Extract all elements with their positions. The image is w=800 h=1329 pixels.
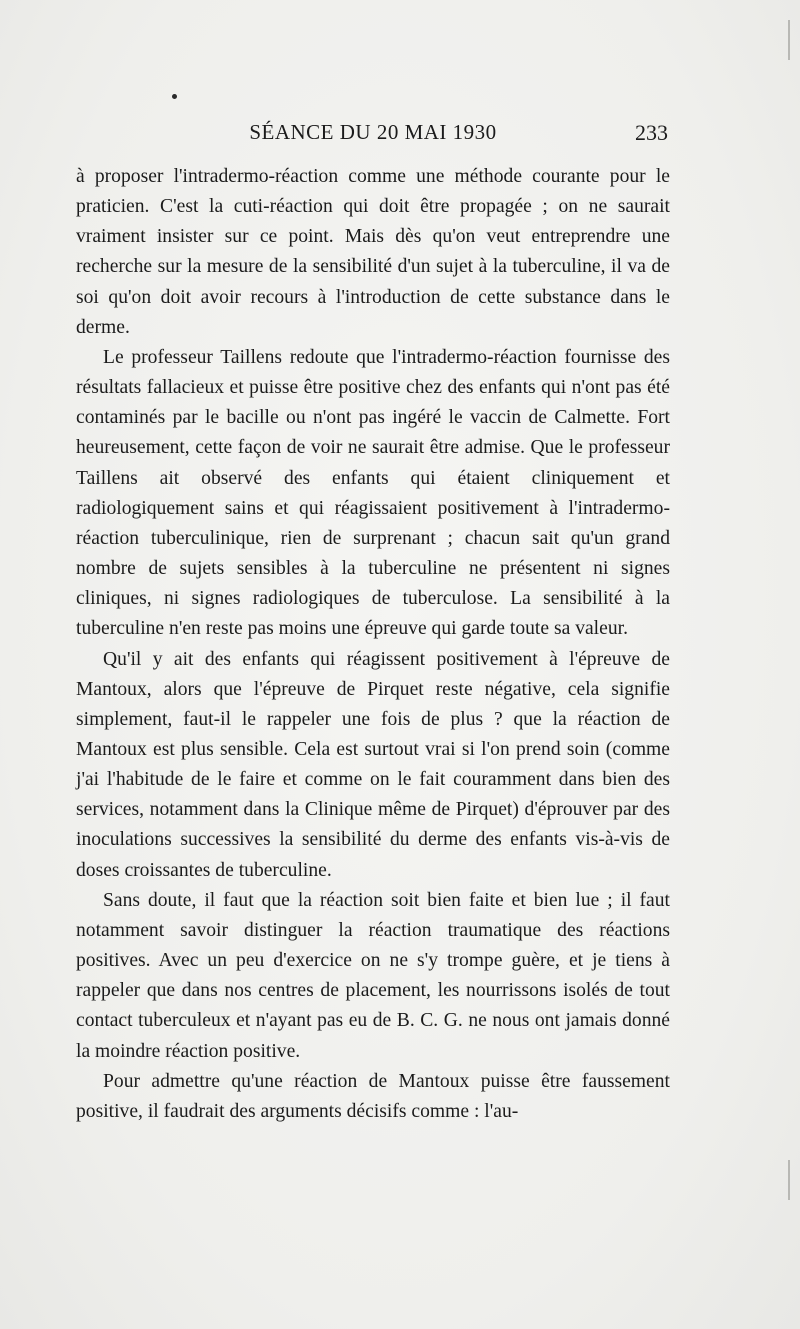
running-head: SÉANCE DU 20 MAI 1930 [249,120,497,144]
page-edge-mark [788,20,790,60]
body-text [76,162,670,1127]
paragraph: à proposer l'intradermo-réaction comme une méthode courante pour le praticien. C'est la cuti-réaction qui doit être propagée ; on ne saurait vraiment insister sur ce point. Mais dès qu'on veut entreprendre une recherche sur la mesure de la sensibilité d'un sujet à la tuberculine, il va de soi qu'on doit avoir recours à l'introduction de cette substance dans le derme. [76,166,670,338]
page-header [78,120,668,152]
paragraph: Sans doute, il faut que la réaction soit bien faite et bien lue ; il faut notamment savoir distinguer la réaction traumatique des réactions positives. Avec un peu d'exercice on ne s'y trompe guère, et je tiens à rappeler que dans nos centres de placement, les nourrissons isolés de tout contact tuberculeux et n'ayant pas eu de B. C. G. ne nous ont jamais donné la moindre réaction positive. [76,889,670,1062]
paragraph: Le professeur Taillens redoute que l'intradermo-réaction fournisse des résultats fallacieux et puisse être positive chez des enfants qui n'ont pas été contaminés par le bacille ou n'ont pas ingéré le vaccin de Calmette. Fort heureusement, cette façon de voir ne saurait être admise. Que le professeur Taillens ait observé des enfants qui étaient cliniquement et radiologiquement sains et qui réagissaient positivement à l'intradermo-réaction tuberculinique, rien de surprenant ; chacun sait qu'un grand nombre de sujets sensibles à la tuberculine ne présentent ni signes cliniques, ni signes radiologiques de tuberculose. La sensibilité à la tuberculine n'en reste pas moins une épreuve qui garde toute sa valeur. [76,346,670,640]
page-number: 233 [635,120,668,145]
page-edge-mark [788,1160,790,1200]
ink-speck [172,94,177,99]
paragraph: Pour admettre qu'une réaction de Mantoux puisse être faussement positive, il faudrait des arguments décisifs comme : l'au- [76,1070,670,1122]
paragraph: Qu'il y ait des enfants qui réagissent positivement à l'épreuve de Mantoux, alors que l'épreuve de Pirquet reste négative, cela signifie simplement, faut-il le rappeler une fois de plus ? que la réaction de Mantoux est plus sensible. Cela est surtout vrai si l'on prend soin (comme j'ai l'habitude de le faire et comme on le fait couramment dans bien des services, notamment dans la Clinique même de Pirquet) d'éprouver par des inoculations successives la sensibilité du derme des enfants vis-à-vis de doses croissantes de tuberculine. [76,648,670,881]
